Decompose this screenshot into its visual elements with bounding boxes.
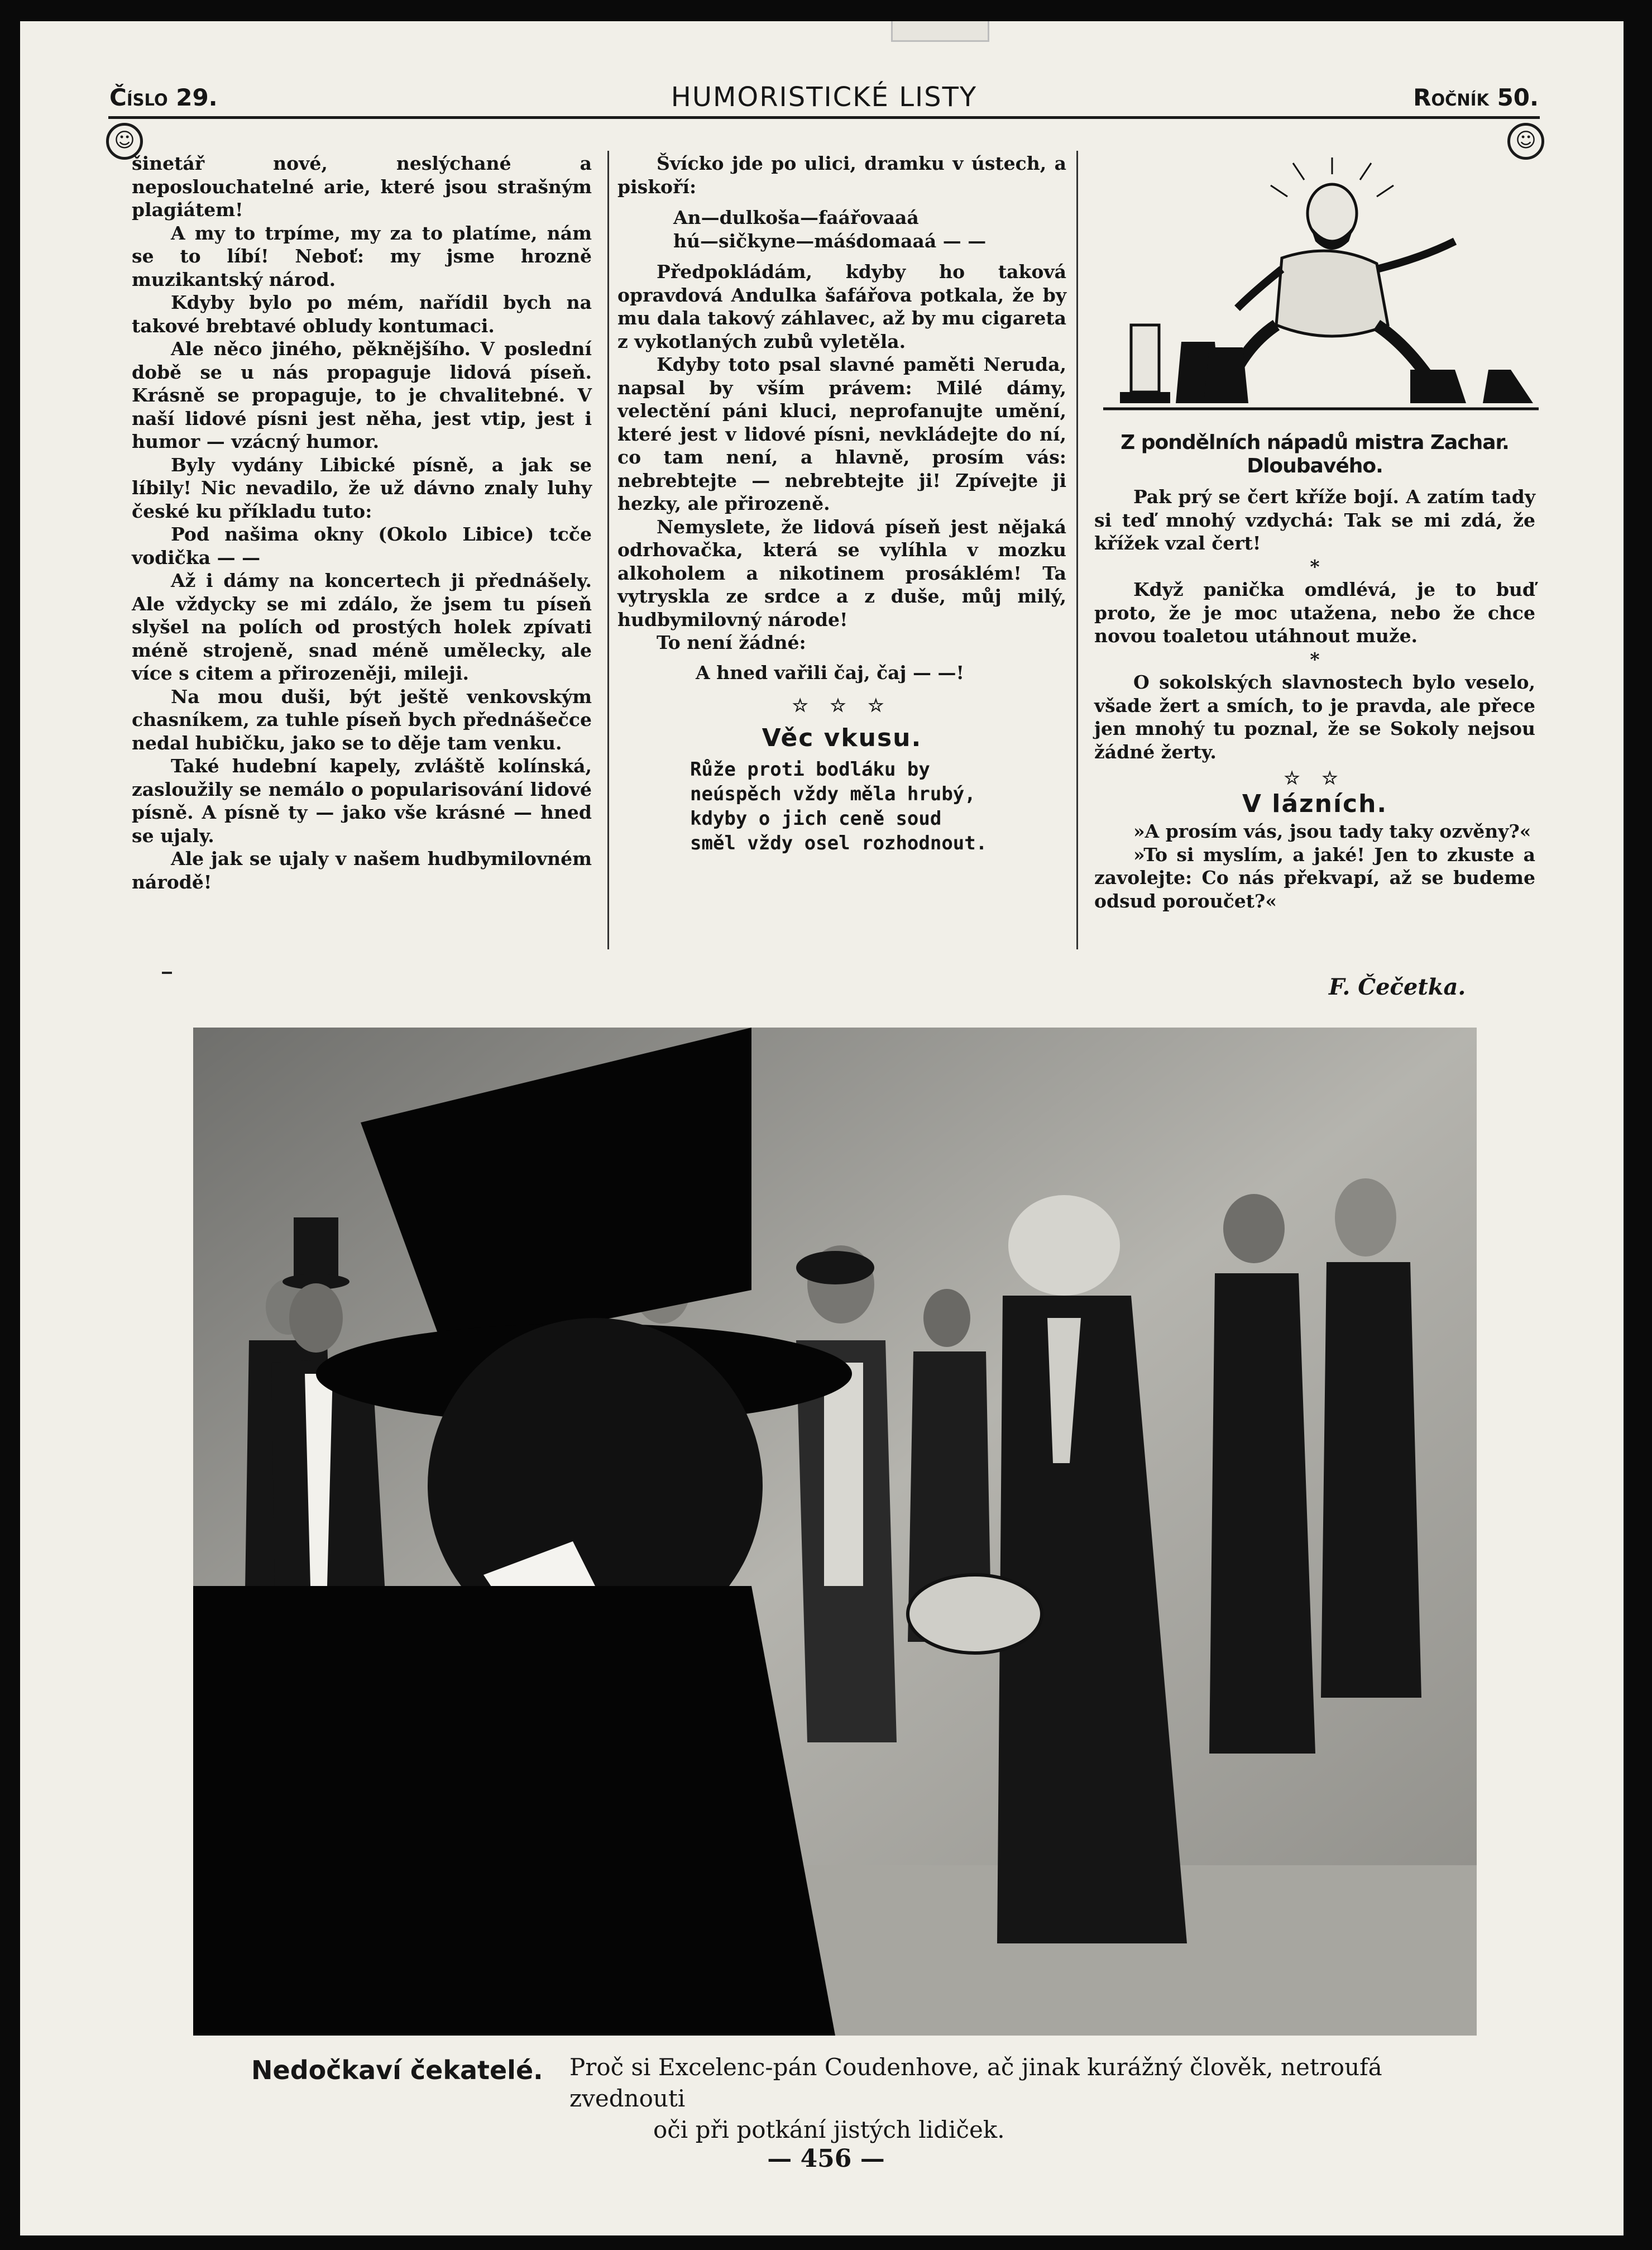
paragraph: Kdyby toto psal slavné paměti Neruda, napsal by vším právem: Milé dámy, velectění páni kluci, neprofanujte umění, které jest v lidové písni, nevkládejte do ní, co tam není, a hlavně, prosím vás: nebrebtejte — nebrebtejte ji! Zpívejte ji hezky, ale přirozeně. bbox=[617, 353, 1066, 514]
scan-reference-mark bbox=[891, 21, 989, 42]
separator: * bbox=[1310, 648, 1320, 670]
illustration-title: Nedočkaví čekatelé. bbox=[251, 2055, 543, 2085]
verse-line: směl vždy osel rozhodnout. bbox=[690, 832, 988, 854]
cartoon-devil-illustration bbox=[1098, 157, 1544, 419]
paragraph: Nemyslete, že lidová píseň jest nějaká odrhovačka, která se vylíhla v mozku alkoholem a nikotinem prosáklém! Ta vytryskla ze srdce a z duše, můj milý, hudbymilovný národe! bbox=[617, 515, 1066, 630]
paragraph: Také hudební kapely, zvláště kolínská, zasloužily se nemálo o popularisování lidové písně. A písně ty — jako vše krásné — hned se ujaly. bbox=[132, 755, 592, 847]
paragraph: To není žádné: bbox=[657, 632, 806, 653]
paragraph: Ale jak se ujaly v našem hudbymilovném národě! bbox=[132, 848, 592, 893]
song-line: hú—sičkyne—máśdomaaá — — bbox=[673, 230, 987, 252]
separator: * bbox=[1310, 555, 1320, 577]
caption-line: oči při potkání jistých lidiček. bbox=[653, 2116, 1005, 2143]
column-1 bbox=[132, 152, 592, 894]
paragraph: O sokolských slavnostech bylo veselo, všade žert a smích, to je pravda, ale přece jen mnohý tu poznal, že se Sokoly nejsou žádné žerty. bbox=[1094, 671, 1535, 763]
verse bbox=[617, 757, 1066, 856]
column-3 bbox=[1094, 420, 1535, 913]
masthead-title: HUMORISTICKÉ LISTY bbox=[671, 82, 978, 113]
section-title: V lázních. bbox=[1242, 789, 1388, 818]
quote-line: A hned vařili čaj, čaj — —! bbox=[696, 661, 964, 684]
paragraph: Ale něco jiného, pěknějšího. V poslední době se u nás propaguje lidová píseň. Krásně se propaguje, to je chvalitebné. V naší lidové písni jest něha, jest vtip, jest i humor — vzácný humor. bbox=[132, 338, 592, 452]
column-2 bbox=[617, 152, 1066, 856]
paragraph: Byly vydány Libické písně, a jak se líbily! Nic nevadilo, že už dávno znaly luhy české ku příkladu tuto: bbox=[132, 453, 592, 522]
paragraph: »A prosím vás, jsou tady taky ozvěny?« bbox=[1133, 820, 1531, 842]
paragraph: Až i dámy na koncertech ji přednášely. Ale vždycky se mi zdálo, že jsem tu píseň slyšel na polích od prostých holek zpívati méně strojeně, snad méně umělecky, ale více s citem a přirozeněji, mileji. bbox=[132, 570, 592, 684]
paragraph: Kdyby bylo po mém, nařídil bych na takové brebtavé obludy kontumaci. bbox=[132, 292, 592, 337]
volume-number: Ročník 50. bbox=[1413, 84, 1539, 111]
verse-line: neúspěch vždy měla hrubý, bbox=[690, 783, 976, 805]
paragraph: Na mou duši, být ještě venkovským chasníkem, za tuhle píseň bych přednášečce nedal hubičku, jako se to děje tam venku. bbox=[132, 685, 592, 754]
ornament-left-icon: ☺ bbox=[106, 123, 143, 160]
verse-line: Růže proti bodláku by bbox=[690, 758, 930, 781]
section-title: Věc vkusu. bbox=[762, 723, 922, 752]
paragraph: A my to trpíme, my za to platíme, nám se to líbí! Neboť: my jsme hrozně muzikantský národ. bbox=[132, 222, 592, 290]
issue-number: Číslo 29. bbox=[109, 84, 218, 111]
caption-line: Proč si Excelenc-pán Coudenhove, ač jinak kurážný člověk, netroufá zvednouti bbox=[569, 2053, 1382, 2112]
paragraph: Pak prý se čert kříže bojí. A zatím tady si teď mnohý vzdychá: Tak se mi zdá, že křížek vzal čert! bbox=[1094, 486, 1535, 554]
section-stars: ☆ ☆ bbox=[1284, 767, 1346, 789]
column-rule bbox=[1076, 151, 1078, 949]
cartoon-caption: Z pondělních nápadů mistra Zachar. Dloubavého. bbox=[1121, 431, 1509, 477]
page-header bbox=[109, 78, 1539, 117]
paragraph: Předpokládám, kdyby ho taková opravdová Andulka šafářova potkala, že by mu dala takový záhlavec, až by mu cigareta z vykotlaných zubů vyletěla. bbox=[617, 261, 1066, 352]
main-illustration bbox=[193, 1028, 1477, 2036]
paragraph: Pod našima okny (Okolo Libice) tcče vodička — — bbox=[132, 523, 592, 569]
paragraph: »To si myslím, a jaké! Jen to zkuste a zavolejte: Co nás překvapí, až se budeme odsud poroučet?« bbox=[1094, 843, 1535, 912]
author-signature: F. Čečetka. bbox=[1329, 974, 1466, 1000]
illustration-caption bbox=[569, 2052, 1440, 2146]
paragraph: Když panička omdlévá, je to buď proto, že je moc utažena, nebo že chce novou toaletou utáhnout muže. bbox=[1094, 579, 1535, 647]
verse-line: kdyby o jich ceně soud bbox=[690, 808, 942, 830]
section-stars: ☆ ☆ ☆ bbox=[792, 695, 892, 716]
dash-mark bbox=[162, 972, 172, 974]
page-number: — 456 — bbox=[767, 2144, 885, 2173]
paragraph: šinetář nové, neslýchané a neposlouchatelné arie, které jsou strašným plagiátem! bbox=[132, 152, 592, 221]
song-line: An—dulkoša—faářovaaá bbox=[673, 207, 919, 228]
header-rule bbox=[108, 116, 1540, 119]
ornament-right-icon: ☺ bbox=[1507, 123, 1544, 160]
column-rule bbox=[607, 151, 609, 949]
paragraph: Švícko jde po ulici, dramku v ústech, a piskoří: bbox=[617, 152, 1066, 198]
